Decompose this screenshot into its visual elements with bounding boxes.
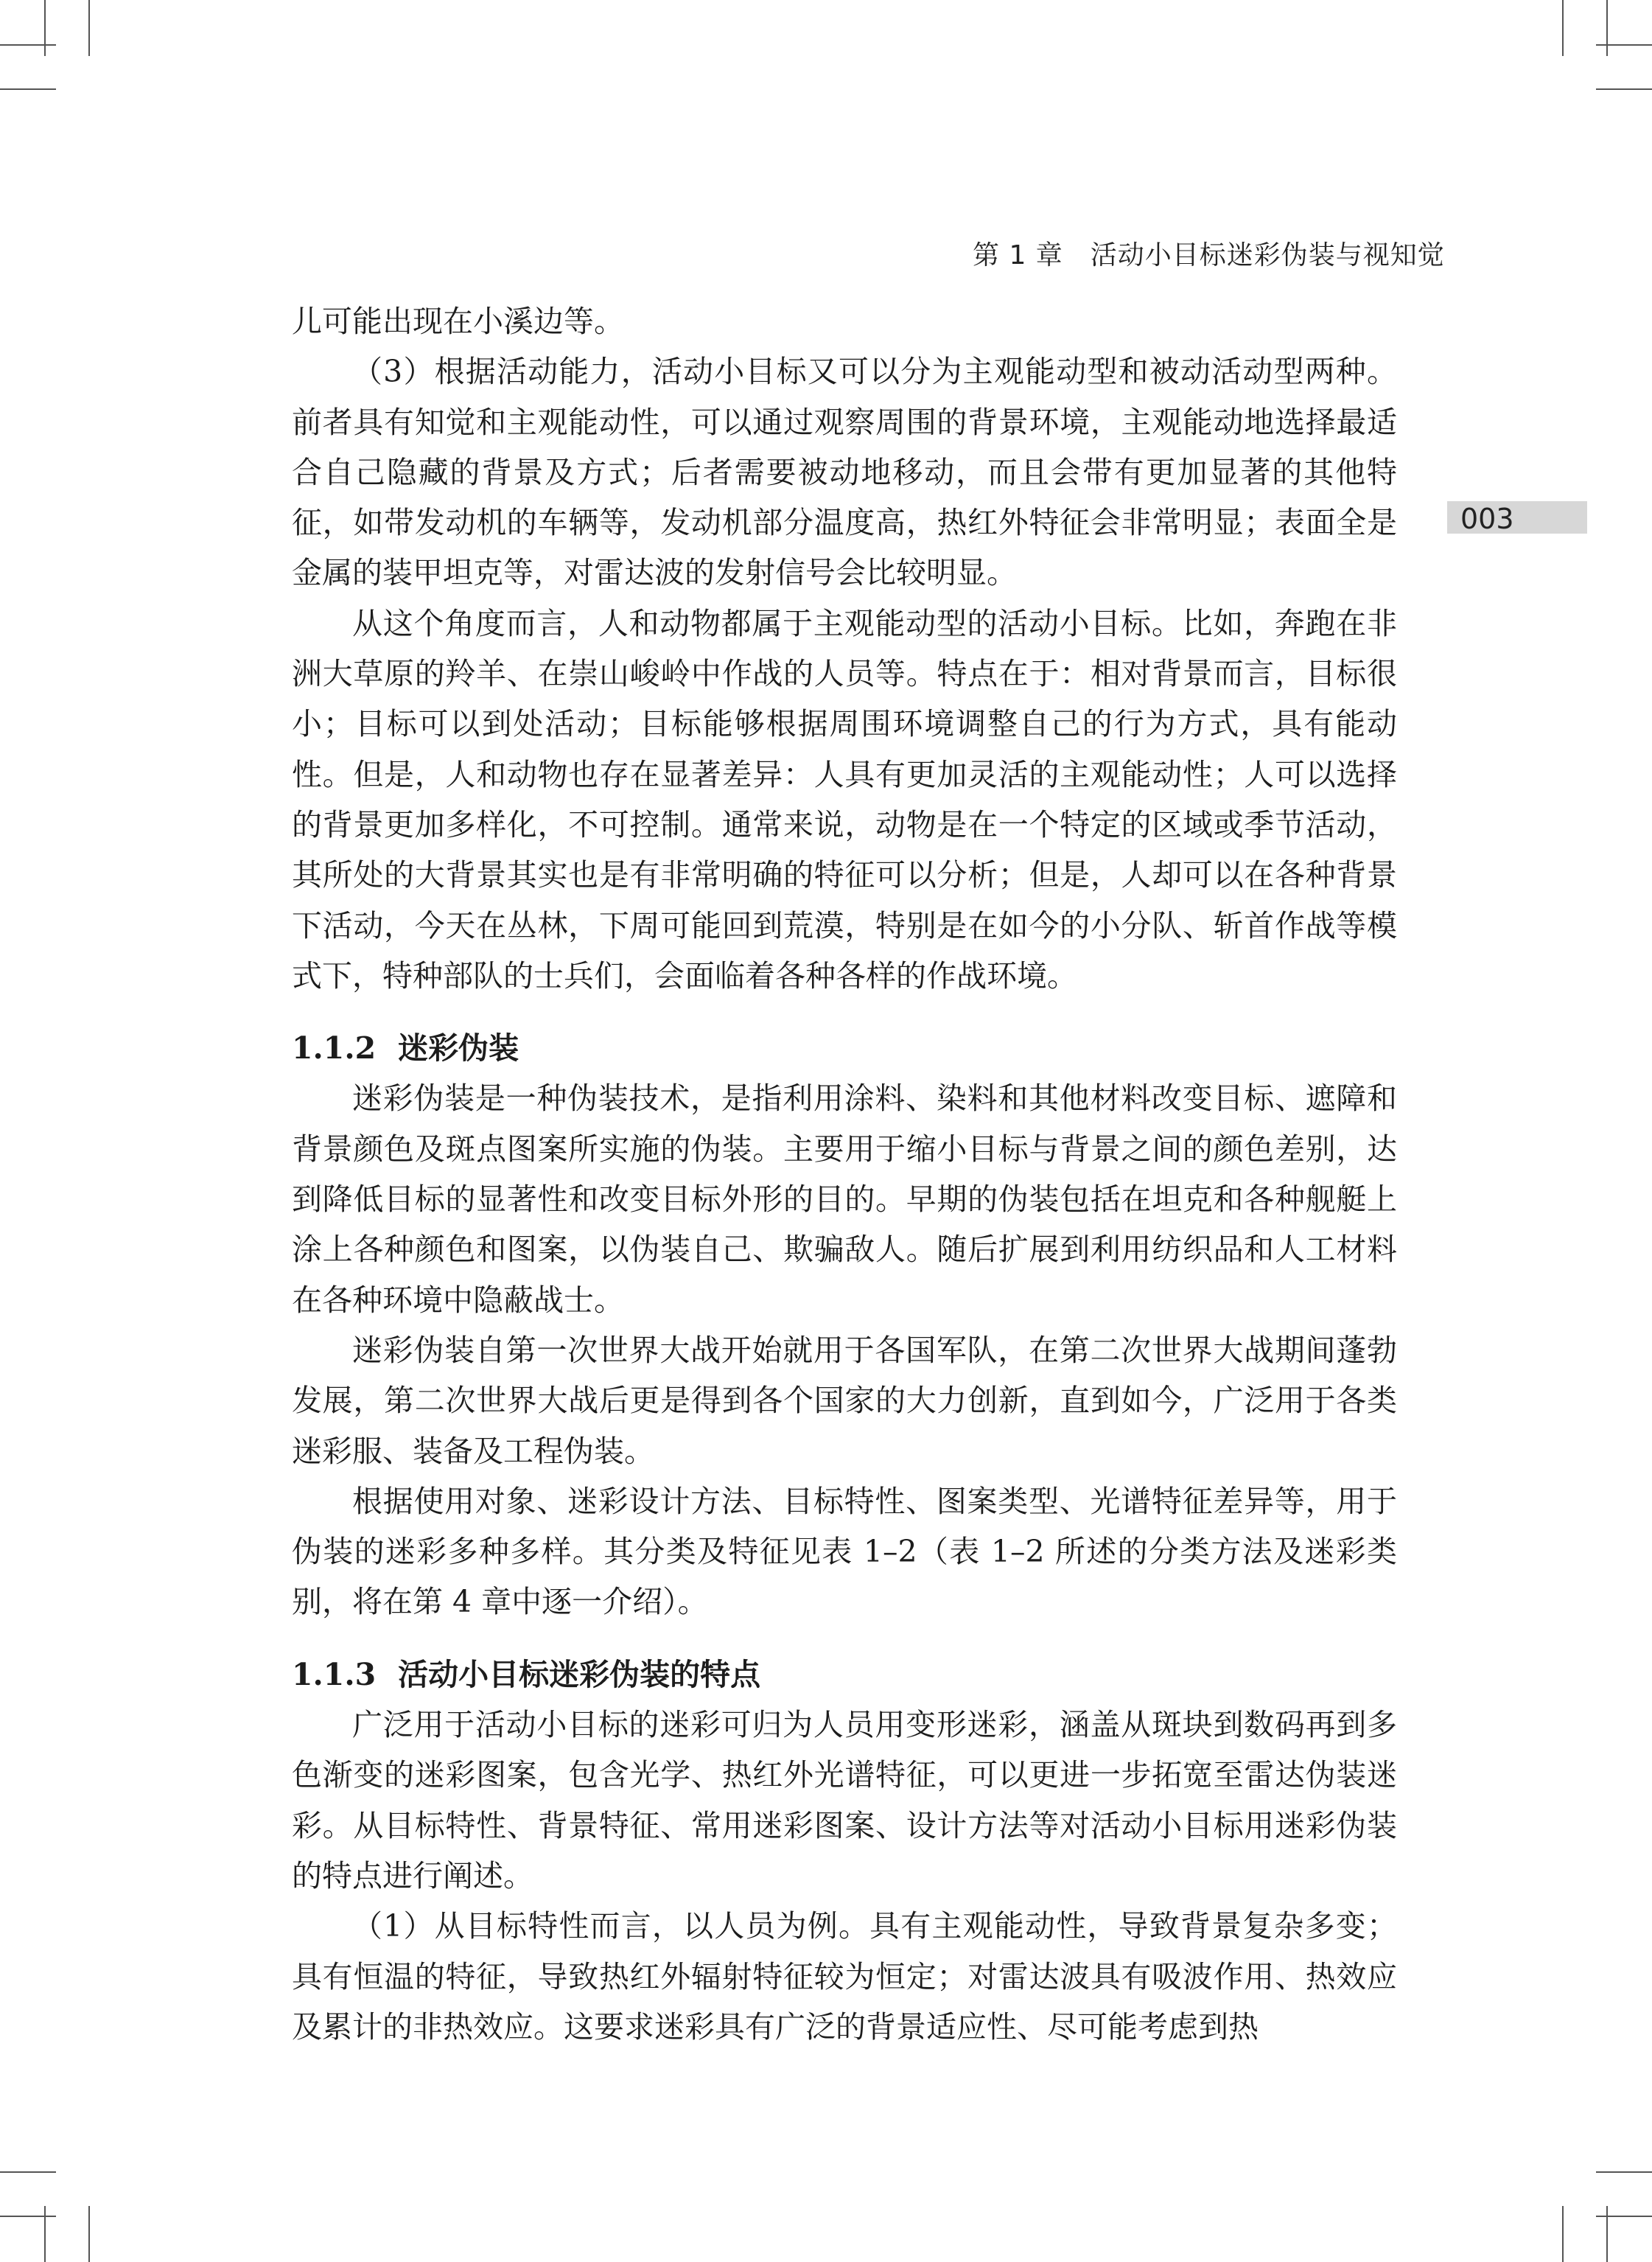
crop-mark [88,2206,90,2262]
crop-mark [1562,0,1564,56]
crop-mark [0,2171,56,2173]
crop-mark [1562,2206,1564,2262]
section-heading [292,1650,1397,1700]
paragraph: （1）从目标特性而言，以人员为例。具有主观能动性，导致背景复杂多变；具有恒温的特征，导致热红外辐射特征较为恒定；对雷达波具有吸波作用、热效应及累计的非热效应。这要求迷彩具有广泛的背景适应性、尽可能考虑到热 [292,1908,1397,2045]
paragraph: 根据使用对象、迷彩设计方法、目标特性、图案类型、光谱特征差异等，用于伪装的迷彩多种多样。其分类及特征见表 1–2（表 1–2 所述的分类方法及迷彩类别，将在第 4 章中逐一介绍）。 [292,1483,1397,1620]
crop-mark [0,44,56,46]
crop-mark [44,2206,46,2262]
body-text [292,296,1397,2052]
section-number: 1.1.3 [292,1656,377,1692]
running-head: 第 1 章 活动小目标迷彩伪装与视知觉 [973,240,1445,270]
paragraph: 儿可能出现在小溪边等。 [292,304,624,339]
paragraph: （3）根据活动能力，活动小目标又可以分为主观能动型和被动活动型两种。前者具有知觉和主观能动性，可以通过观察周围的背景环境，主观能动地选择最适合自己隐藏的背景及方式；后者需要被动地移动，而且会带有更加显著的其他特征，如带发动机的车辆等，发动机部分温度高，热红外特征会非常明显；表面全是金属的装甲坦克等，对雷达波的发射信号会比较明显。 [292,354,1397,591]
paragraph: 迷彩伪装是一种伪装技术，是指利用涂料、染料和其他材料改变目标、遮障和背景颜色及斑点图案所实施的伪装。主要用于缩小目标与背景之间的颜色差别，达到降低目标的显著性和改变目标外形的目的。早期的伪装包括在坦克和各种舰艇上涂上各种颜色和图案，以伪装自己、欺骗敌人。随后扩展到利用纺织品和人工材料在各种环境中隐蔽战士。 [292,1081,1397,1318]
paragraph: 广泛用于活动小目标的迷彩可归为人员用变形迷彩，涵盖从斑块到数码再到多色渐变的迷彩图案，包含光学、热红外光谱特征，可以更进一步拓宽至雷达伪装迷彩。从目标特性、背景特征、常用迷彩图案、设计方法等对活动小目标用迷彩伪装的特点进行阐述。 [292,1707,1397,1893]
section-heading [292,1023,1397,1073]
crop-mark [1596,2171,1652,2173]
crop-mark [0,88,56,90]
paragraph: 迷彩伪装自第一次世界大战开始就用于各国军队，在第二次世界大战期间蓬勃发展，第二次世界大战后更是得到各个国家的大力创新，直到如今，广泛用于各类迷彩服、装备及工程伪装。 [292,1332,1397,1469]
crop-mark [1596,88,1652,90]
page-number-tab [1447,501,1587,534]
crop-mark [1596,44,1652,46]
paragraph: 从这个角度而言，人和动物都属于主观能动型的活动小目标。比如，奔跑在非洲大草原的羚羊、在崇山峻岭中作战的人员等。特点在于：相对背景而言，目标很小；目标可以到处活动；目标能够根据周围环境调整自己的行为方式，具有能动性。但是，人和动物也存在显著差异：人具有更加灵活的主观能动性；人可以选择的背景更加多样化，不可控制。通常来说，动物是在一个特定的区域或季节活动，其所处的大背景其实也是有非常明确的特征可以分析；但是，人却可以在各种背景下活动，今天在丛林，下周可能回到荒漠，特别是在如今的小分队、斩首作战等模式下，特种部队的士兵们，会面临着各种各样的作战环境。 [292,605,1397,994]
section-number: 1.1.2 [292,1030,377,1067]
crop-mark [1596,2216,1652,2217]
crop-mark [88,0,90,56]
crop-mark [0,2216,56,2217]
section-title: 活动小目标迷彩伪装的特点 [398,1656,761,1692]
crop-mark [1606,0,1608,56]
page-number: 003 [1460,503,1514,535]
crop-mark [1606,2206,1608,2262]
crop-mark [44,0,46,56]
section-title: 迷彩伪装 [398,1030,519,1067]
